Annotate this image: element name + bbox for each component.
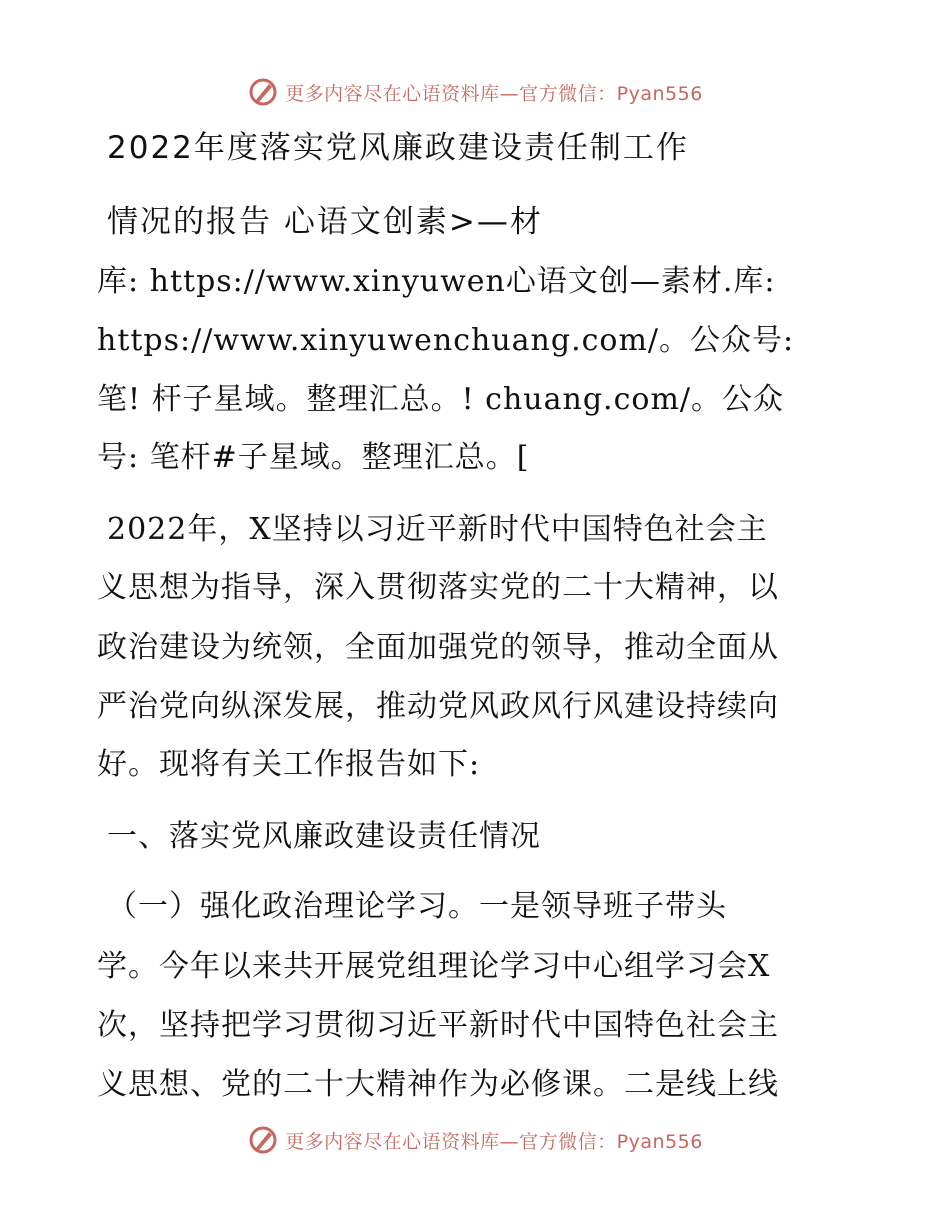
intro-paragraph-line: 严治党向纵深发展，推动党风政风行风建设持续向 [97,689,779,724]
document-title-line-1: 2022年度落实党风廉政建设责任制工作 [107,130,689,166]
source-noise-line-1: 库: https://www.xinyuwen心语文创—素材.库: [97,264,776,299]
section-1-paragraph-line: 义思想、党的二十大精神作为必修课。二是线上线 [97,1067,779,1102]
section-1-paragraph-line: 次，坚持把学习贯彻习近平新时代中国特色社会主 [97,1008,779,1043]
source-noise-line-4: 号: 笔杆#子星域。整理汇总。[ [97,440,530,475]
intro-paragraph-line: 政治建设为统领，全面加强党的领导，推动全面从 [97,630,779,665]
intro-paragraph-line: 义思想为指导，深入贯彻落实党的二十大精神，以 [97,570,779,605]
watermark-text [285,79,703,106]
section-1-paragraph-line: （一）强化政治理论学习。一是领导班子带头 [107,889,727,924]
watermark-label: 更多内容尽在心语资料库—官方微信： [285,1130,617,1153]
section-1-heading: 一、落实党风廉政建设责任情况 [107,819,541,854]
pen-circle-logo-icon [247,1124,279,1156]
source-noise-line-2: https://www.xinyuwenchuang.com/。公众号: [97,323,795,358]
watermark-label: 更多内容尽在心语资料库—官方微信： [285,82,617,105]
intro-paragraph-line: 好。现将有关工作报告如下: [97,747,481,782]
document-title-line-2: 情况的报告 心语文创素>—材 [107,204,543,240]
watermark-text [285,1127,703,1154]
watermark-banner-top [0,70,950,114]
watermark-handle: Pyan556 [616,82,703,105]
section-1-paragraph-line: 学。今年以来共开展党组理论学习中心组学习会X [97,949,771,984]
source-noise-line-3: 笔! 杆子星域。整理汇总。! chuang.com/。公众 [97,382,784,417]
intro-paragraph-line: 2022年，X坚持以习近平新时代中国特色社会主 [107,512,768,547]
watermark-handle: Pyan556 [616,1130,703,1153]
watermark-banner-bottom [0,1118,950,1162]
pen-circle-logo-icon [247,76,279,108]
